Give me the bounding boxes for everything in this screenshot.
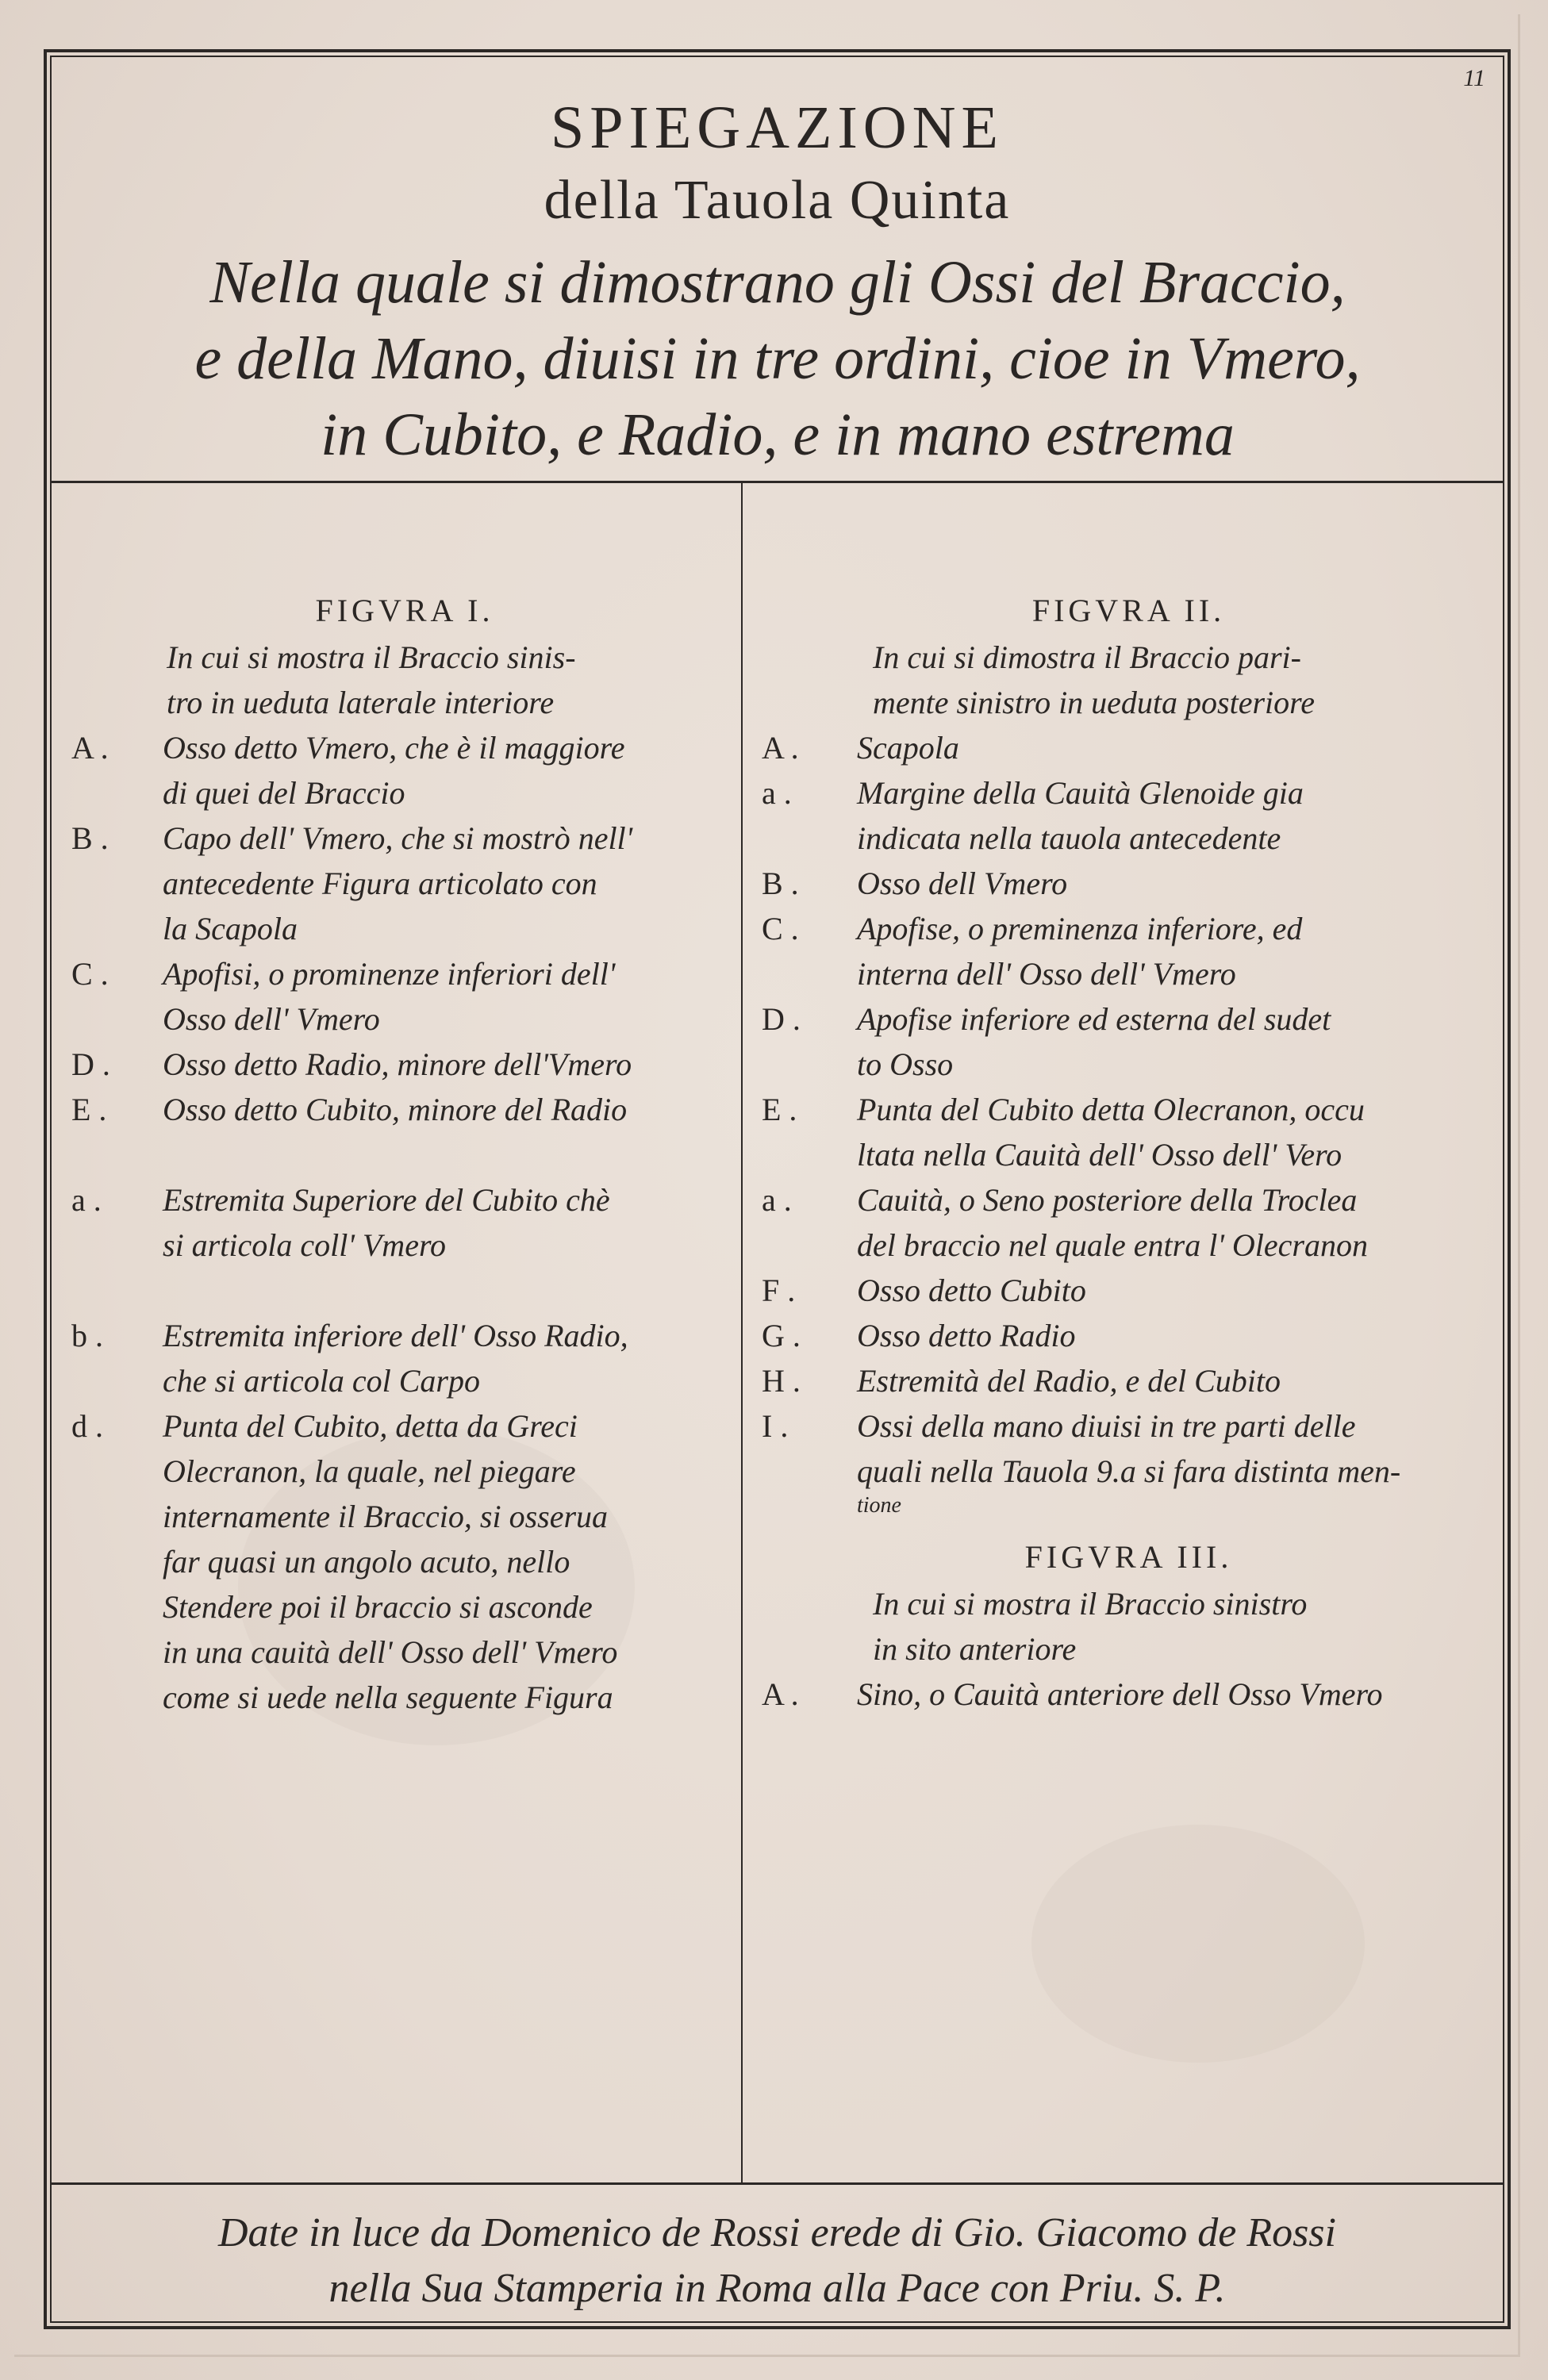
entry-key: G . bbox=[762, 1318, 801, 1353]
description-line: e della Mano, diuisi in tre ordini, cioe in Vmero, bbox=[194, 325, 1361, 392]
entry-text bbox=[857, 770, 1496, 861]
entry-line: tione bbox=[857, 1493, 901, 1518]
entry-line: internamente il Braccio, si osserua bbox=[163, 1499, 609, 1534]
entry-text bbox=[857, 1313, 1496, 1358]
entry-text bbox=[857, 725, 1496, 770]
legend-entry-H bbox=[762, 1358, 1496, 1403]
entry-text bbox=[857, 1268, 1496, 1313]
entry-line: Cauità, o Seno posteriore della Troclea bbox=[857, 1182, 1358, 1218]
entry-line: di quei del Braccio bbox=[163, 775, 405, 811]
header-divider bbox=[50, 481, 1504, 483]
legend-entry-E bbox=[762, 1087, 1496, 1177]
entry-line: antecedente Figura articolato con bbox=[163, 866, 597, 901]
page-title: SPIEGAZIONE bbox=[551, 94, 1004, 161]
entry-line: Estremita inferiore dell' Osso Radio, bbox=[163, 1318, 628, 1353]
imprint-line: Date in luce da Domenico de Rossi erede di Gio. Giacomo de Rossi bbox=[217, 2210, 1336, 2255]
intro-line: mente sinistro in ueduta posteriore bbox=[873, 685, 1315, 720]
legend-entry-I bbox=[762, 1403, 1496, 1518]
figura-1-intro bbox=[71, 635, 738, 725]
entry-text bbox=[857, 1087, 1496, 1177]
entry-text bbox=[857, 861, 1496, 906]
entry-key: A . bbox=[762, 1676, 799, 1712]
figura-3-heading: FIGVRA III. bbox=[1024, 1539, 1233, 1575]
intro-line: tro in ueduta laterale interiore bbox=[167, 685, 555, 720]
entry-key: C . bbox=[71, 956, 109, 992]
entry-key: H . bbox=[762, 1363, 801, 1399]
legend-entry-D bbox=[71, 1042, 738, 1087]
entry-text bbox=[857, 1358, 1496, 1403]
entry-line: Estremità del Radio, e del Cubito bbox=[857, 1363, 1281, 1399]
entry-text bbox=[163, 951, 738, 1042]
legend-entry-G bbox=[762, 1313, 1496, 1358]
legend-entry-a-2 bbox=[762, 1177, 1496, 1268]
entry-line: Capo dell' Vmero, che si mostrò nell' bbox=[163, 820, 633, 856]
entry-line: Apofisi, o prominenze inferiori dell' bbox=[163, 956, 616, 992]
entry-text bbox=[857, 996, 1496, 1087]
legend-entry-a bbox=[762, 770, 1496, 861]
entry-line: quali nella Tauola 9.a si fara distinta men- bbox=[857, 1453, 1401, 1489]
legend-entry-A bbox=[762, 725, 1496, 770]
entry-key: F . bbox=[762, 1273, 796, 1308]
entry-line: Sino, o Cauità anteriore dell Osso Vmero bbox=[857, 1676, 1383, 1712]
entry-line: Osso dell' Vmero bbox=[163, 1001, 380, 1037]
entry-key: C . bbox=[762, 911, 799, 946]
entry-line: che si articola col Carpo bbox=[163, 1363, 480, 1399]
figura-3-intro bbox=[762, 1581, 1496, 1672]
spacer bbox=[71, 1268, 738, 1313]
entry-key: d . bbox=[71, 1408, 103, 1444]
entry-text bbox=[857, 1672, 1496, 1717]
entry-line: Osso dell Vmero bbox=[857, 866, 1068, 901]
intro-line: In cui si mostra il Braccio sinistro bbox=[873, 1586, 1308, 1622]
entry-text bbox=[163, 725, 738, 816]
entry-line: Osso detto Cubito bbox=[857, 1273, 1086, 1308]
entry-text bbox=[163, 1087, 738, 1132]
legend-entry-B bbox=[71, 816, 738, 951]
header-description bbox=[87, 244, 1468, 473]
legend-entry-d bbox=[71, 1403, 738, 1720]
entry-key: E . bbox=[71, 1092, 107, 1127]
entry-text bbox=[163, 1042, 738, 1087]
description-line: in Cubito, e Radio, e in mano estrema bbox=[321, 401, 1235, 468]
entry-line: Scapola bbox=[857, 730, 959, 766]
entry-line: del braccio nel quale entra l' Olecranon bbox=[857, 1227, 1368, 1263]
entry-key: B . bbox=[71, 820, 109, 856]
legend-entry-C bbox=[71, 951, 738, 1042]
intro-line: In cui si dimostra il Braccio pari- bbox=[873, 639, 1301, 675]
entry-line: ltata nella Cauità dell' Osso dell' Vero bbox=[857, 1137, 1342, 1173]
entry-line: Estremita Superiore del Cubito chè bbox=[163, 1182, 610, 1218]
entry-line: Apofise inferiore ed esterna del sudet bbox=[857, 1001, 1331, 1037]
entry-text bbox=[857, 1403, 1496, 1518]
publisher-imprint bbox=[50, 2205, 1504, 2317]
entry-line: indicata nella tauola antecedente bbox=[857, 820, 1281, 856]
entry-line: interna dell' Osso dell' Vmero bbox=[857, 956, 1236, 992]
entry-key: b . bbox=[71, 1318, 103, 1353]
figura-2-intro bbox=[762, 635, 1496, 725]
entry-line: Osso detto Vmero, che è il maggiore bbox=[163, 730, 625, 766]
entry-line: Ossi della mano diuisi in tre parti delle bbox=[857, 1408, 1356, 1444]
entry-key: A . bbox=[762, 730, 799, 766]
page-number: 11 bbox=[1463, 65, 1485, 91]
entry-key: a . bbox=[71, 1182, 102, 1218]
entry-line: Margine della Cauità Glenoide gia bbox=[857, 775, 1304, 811]
figura-3-section bbox=[762, 1534, 1496, 1717]
legend-entry-F bbox=[762, 1268, 1496, 1313]
entry-line: to Osso bbox=[857, 1046, 954, 1082]
column-divider bbox=[741, 482, 743, 2182]
legend-entry-C bbox=[762, 906, 1496, 996]
entry-text bbox=[857, 906, 1496, 996]
figura-1-column bbox=[71, 587, 738, 1720]
entry-text bbox=[857, 1177, 1496, 1268]
entry-key: I . bbox=[762, 1408, 789, 1444]
entry-key: a . bbox=[762, 1182, 792, 1218]
entry-key: B . bbox=[762, 866, 799, 901]
entry-text bbox=[163, 1313, 738, 1403]
entry-line: Olecranon, la quale, nel piegare bbox=[163, 1453, 576, 1489]
entry-line: Punta del Cubito, detta da Greci bbox=[163, 1408, 578, 1444]
intro-line: in sito anteriore bbox=[873, 1631, 1077, 1667]
entry-key: A . bbox=[71, 730, 109, 766]
description-line: Nella quale si dimostrano gli Ossi del Braccio, bbox=[209, 249, 1346, 316]
legend-entry-a bbox=[71, 1177, 738, 1268]
entry-line: in una cauità dell' Osso dell' Vmero bbox=[163, 1634, 618, 1670]
entry-key: D . bbox=[762, 1001, 801, 1037]
legend-entry-A bbox=[762, 1672, 1496, 1717]
entry-line: Osso detto Cubito, minore del Radio bbox=[163, 1092, 628, 1127]
footer-divider bbox=[50, 2182, 1504, 2185]
entry-line: si articola coll' Vmero bbox=[163, 1227, 447, 1263]
entry-text bbox=[163, 816, 738, 951]
entry-line: Stendere poi il braccio si asconde bbox=[163, 1589, 593, 1625]
figura-2-column bbox=[762, 587, 1496, 1717]
figura-2-heading: FIGVRA II. bbox=[1031, 593, 1226, 628]
figura-1-heading: FIGVRA I. bbox=[315, 593, 494, 628]
entry-line: Apofise, o preminenza inferiore, ed bbox=[857, 911, 1303, 946]
legend-entry-B bbox=[762, 861, 1496, 906]
entry-line: come si uede nella seguente Figura bbox=[163, 1679, 613, 1715]
page-subtitle: della Tauola Quinta bbox=[544, 170, 1011, 231]
entry-key: E . bbox=[762, 1092, 797, 1127]
entry-text bbox=[163, 1403, 738, 1720]
entry-line: Osso detto Radio, minore dell'Vmero bbox=[163, 1046, 632, 1082]
imprint-line: nella Sua Stamperia in Roma alla Pace con Priu. S. P. bbox=[328, 2266, 1226, 2311]
legend-entry-D bbox=[762, 996, 1496, 1087]
legend-entry-E bbox=[71, 1087, 738, 1132]
intro-line: In cui si mostra il Braccio sinis- bbox=[167, 639, 576, 675]
entry-key: D . bbox=[71, 1046, 110, 1082]
entry-text bbox=[163, 1177, 738, 1268]
entry-key: a . bbox=[762, 775, 792, 811]
entry-line: Punta del Cubito detta Olecranon, occu bbox=[857, 1092, 1365, 1127]
entry-line: la Scapola bbox=[163, 911, 298, 946]
spacer bbox=[71, 1132, 738, 1177]
legend-entry-A bbox=[71, 725, 738, 816]
entry-line: far quasi un angolo acuto, nello bbox=[163, 1544, 570, 1580]
legend-entry-b bbox=[71, 1313, 738, 1403]
entry-line: Osso detto Radio bbox=[857, 1318, 1076, 1353]
